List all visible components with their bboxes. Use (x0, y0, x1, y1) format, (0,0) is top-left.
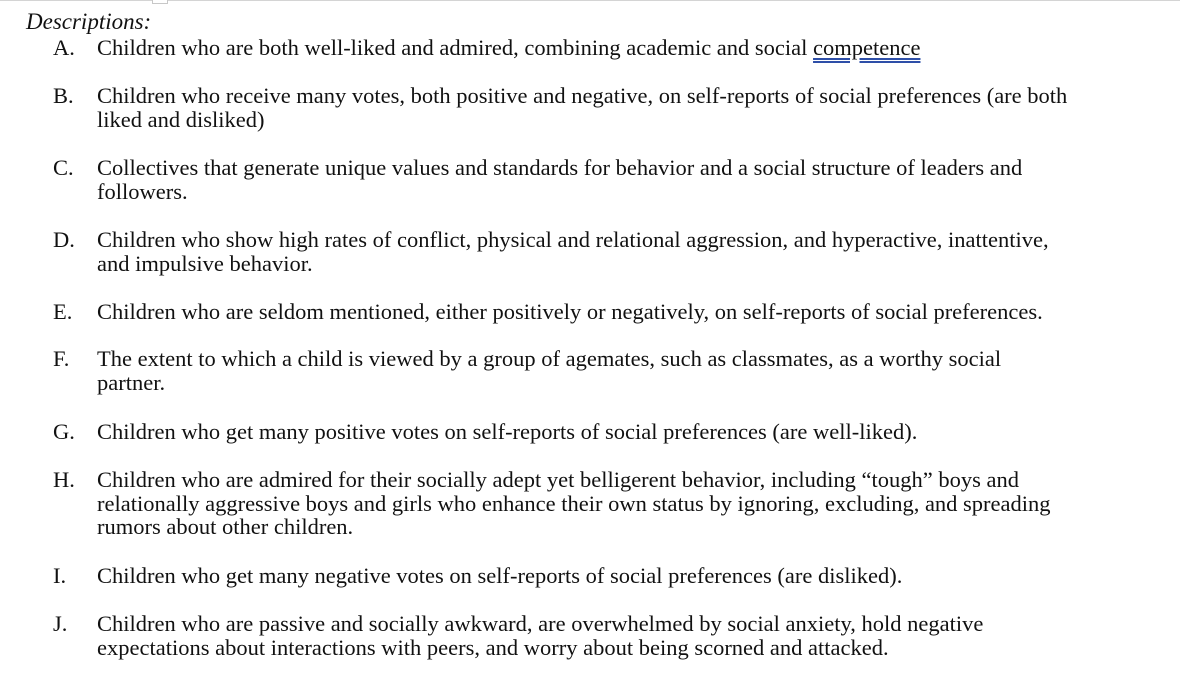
item-letter: B. (53, 83, 74, 108)
item-text-line: and impulsive behavior. (97, 250, 313, 276)
item-text-line: followers. (97, 178, 188, 204)
grammar-flagged-word: competence (813, 35, 921, 60)
item-text-line: liked and disliked) (97, 106, 265, 132)
item-text-line: Children who are seldom mentioned, either positively or negatively, on self-reports of social preferences. (97, 299, 1043, 324)
item-letter: E. (53, 299, 73, 324)
item-letter: A. (53, 35, 75, 60)
item-text-line: Children who show high rates of conflict, physical and relational aggression, and hyperactive, inattentive, (97, 227, 1049, 252)
item-letter: J. (53, 611, 68, 636)
header-boundary-marker (152, 0, 168, 4)
descriptions-heading: Descriptions: (26, 9, 152, 34)
item-text-line: Children who get many positive votes on self-reports of social preferences (are well-liked). (97, 419, 918, 444)
item-text-main: Children who are both well-liked and admired, combining academic and social (97, 35, 814, 60)
item-text-line: Children who get many negative votes on self-reports of social preferences (are disliked). (97, 563, 903, 588)
item-letter: G. (53, 419, 75, 444)
item-text-line: Collectives that generate unique values and standards for behavior and a social structure of leaders and (97, 155, 1023, 180)
item-letter: H. (53, 467, 75, 492)
item-letter: I. (53, 563, 67, 588)
page-top-edge (0, 0, 1180, 1)
item-text (97, 36, 1147, 60)
item-text (97, 300, 1147, 324)
item-text-line: Children who are admired for their socially adept yet belligerent behavior, including “tough” boys and (97, 467, 1019, 492)
item-text (97, 156, 1147, 203)
item-text (97, 84, 1147, 131)
item-text (97, 347, 1147, 394)
item-text-line: relationally aggressive boys and girls who enhance their own status by ignoring, excluding, and spreading (97, 490, 1051, 516)
item-text (97, 420, 1147, 444)
item-letter: D. (53, 227, 75, 252)
item-letter: F. (53, 346, 70, 371)
item-text (97, 468, 1147, 539)
item-text-line: partner. (97, 369, 166, 395)
item-text-line: expectations about interactions with peers, and worry about being scorned and attacked. (97, 634, 889, 660)
item-text (97, 564, 1147, 588)
item-text-line: Children who receive many votes, both positive and negative, on self-reports of social preferences (are both (97, 83, 1068, 108)
item-text-line: rumors about other children. (97, 514, 354, 539)
item-text-line: The extent to which a child is viewed by a group of agemates, such as classmates, as a worthy social (97, 346, 1002, 371)
item-text (97, 228, 1147, 275)
item-text (97, 612, 1147, 659)
item-text-line: Children who are passive and socially awkward, are overwhelmed by social anxiety, hold negative (97, 611, 984, 636)
item-letter: C. (53, 155, 74, 180)
